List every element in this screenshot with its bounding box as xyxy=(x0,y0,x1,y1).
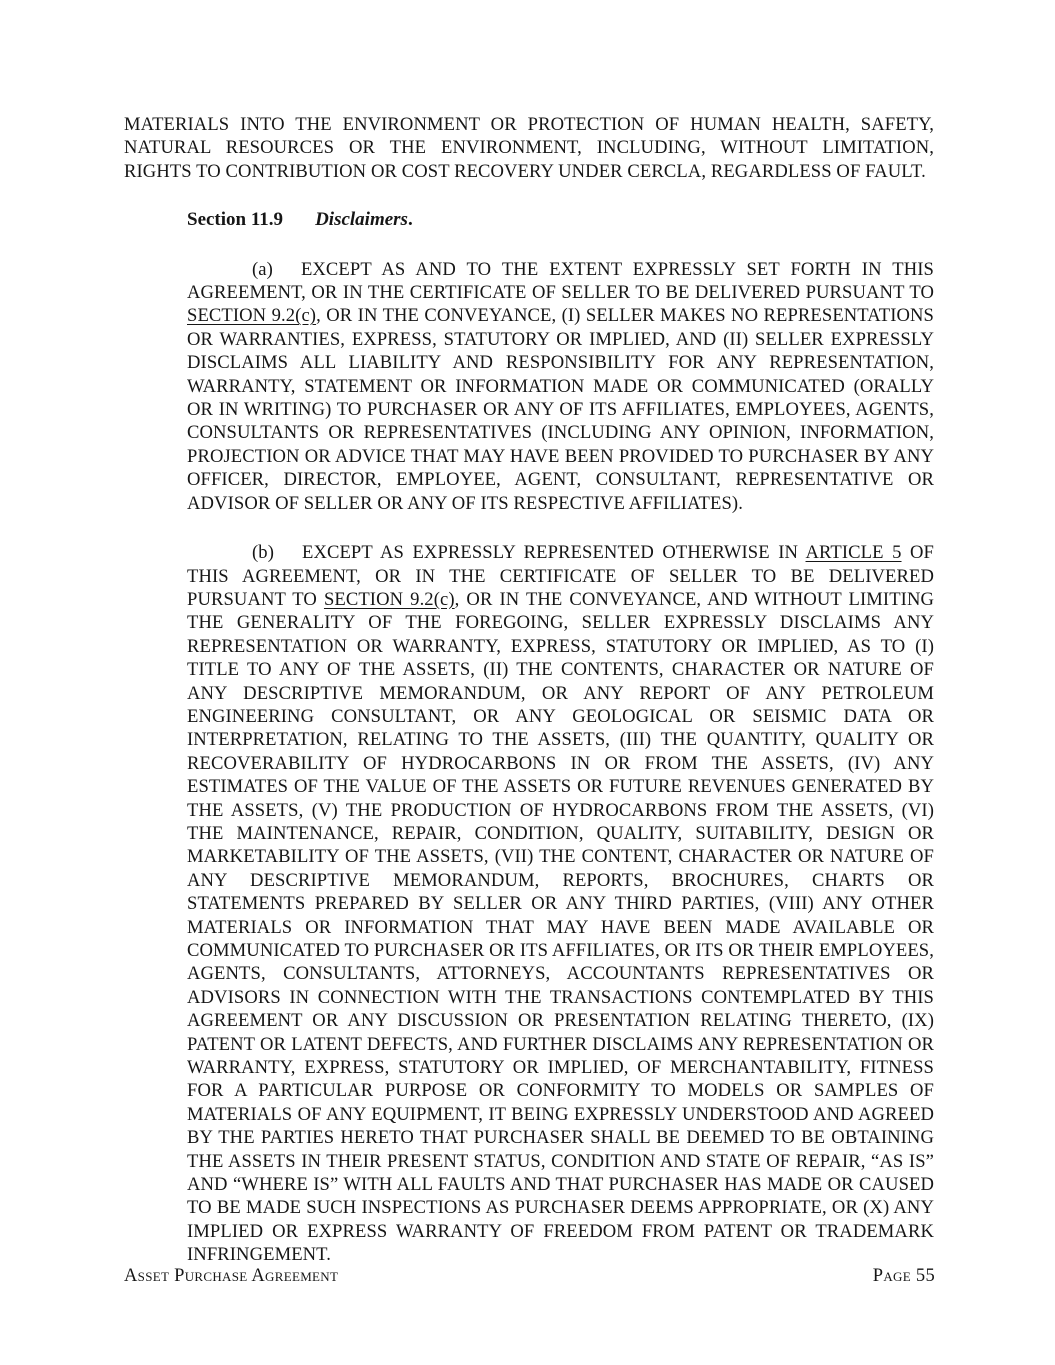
footer-document-title: Asset Purchase Agreement xyxy=(124,1266,339,1286)
paragraph-text: EXCEPT AS EXPRESSLY REPRESENTED OTHERWISE IN xyxy=(301,542,806,564)
paragraph-text: EXCEPT AS AND TO THE EXTENT EXPRESSLY SET FORTH IN THIS AGREEMENT, OR IN THE CERTIFICATE OF SELLER TO BE DELIVERED PURSUANT TO xyxy=(187,258,934,304)
section-number: Section 11.9 xyxy=(187,209,284,231)
paragraph-label: (b) xyxy=(252,542,274,564)
paragraph-text: , OR IN THE CONVEYANCE, (I) SELLER MAKES NO REPRESENTATIONS OR WARRANTIES, EXPRESS, STATUTORY OR IMPLIED, AND (II) SELLER EXPRESSLY DISCLAIMS ALL LIABILITY AND RESPONSIBILITY FOR ANY REPRESENTATION, WARRANTY, STATEMENT OR INFORMATION MADE OR COMMUNICATED (ORALLY OR IN WRITING) TO PURCHASER OR ANY OF ITS AFFILIATES, EMPLOYEES, AGENTS, CONSULTANTS OR REPRESENTATIVES (INCLUDING ANY OPINION, INFORMATION, PROJECTION OR ADVICE THAT MAY HAVE BEEN PROVIDED TO PURCHASER BY ANY OFFICER, DIRECTOR, EMPLOYEE, AGENT, CONSULTANT, REPRESENTATIVE OR ADVISOR OF SELLER OR ANY OF ITS RESPECTIVE AFFILIATES). xyxy=(187,305,934,514)
page-footer xyxy=(124,1266,935,1287)
section-title-period: . xyxy=(407,209,413,231)
section-reference: SECTION 9.2(c) xyxy=(323,588,455,610)
footer-page-number: Page 55 xyxy=(872,1266,935,1286)
section-reference: SECTION 9.2(c) xyxy=(187,305,317,327)
continuation-paragraph: MATERIALS INTO THE ENVIRONMENT OR PROTECTION OF HUMAN HEALTH, SAFETY, NATURAL RESOURCES OR THE ENVIRONMENT, INCLUDING, WITHOUT LIMITATION, RIGHTS TO CONTRIBUTION OR COST RECOVERY UNDER CERCLA, REGARDLESS OF FAULT. xyxy=(124,114,934,182)
paragraph-text: , OR IN THE CONVEYANCE, AND WITHOUT LIMITING THE GENERALITY OF THE FOREGOING, SELLER EXPRESSLY DISCLAIMS ANY REPRESENTATION OR WARRANTY, EXPRESS, STATUTORY OR IMPLIED, AS TO (I) TITLE TO ANY OF THE ASSETS, (II) THE CONTENTS, CHARACTER OR NATURE OF ANY DESCRIPTIVE MEMORANDUM, OR ANY REPORT OF ANY PETROLEUM ENGINEERING CONSULTANT, OR ANY GEOLOGICAL OR SEISMIC DATA OR INTERPRETATION, RELATING TO THE ASSETS, (III) THE QUANTITY, QUALITY OR RECOVERABILITY OF HYDROCARBONS IN OR FROM THE ASSETS, (IV) ANY ESTIMATES OF THE VALUE OF THE ASSETS OR FUTURE REVENUES GENERATED BY THE ASSETS, (V) THE PRODUCTION OF HYDROCARBONS FROM THE ASSETS, (VI) THE MAINTENANCE, REPAIR, CONDITION, QUALITY, SUITABILITY, DESIGN OR MARKETABILITY OF THE ASSETS, (VII) THE CONTENT, CHARACTER OR NATURE OF ANY DESCRIPTIVE MEMORANDUM, REPORTS, BROCHURES, CHARTS OR STATEMENTS PREPARED BY SELLER OR ANY THIRD PARTIES, (VIII) ANY OTHER MATERIALS OR INFORMATION THAT MAY HAVE BEEN MADE AVAILABLE OR COMMUNICATED TO PURCHASER OR ITS AFFILIATES, OR ITS OR THEIR EMPLOYEES, AGENTS, CONSULTANTS, ATTORNEYS, ACCOUNTANTS REPRESENTATIVES OR ADVISORS IN CONNECTION WITH THE TRANSACTIONS CONTEMPLATED BY THIS AGREEMENT OR ANY DISCUSSION OR PRESENTATION RELATING THERETO, (IX) PATENT OR LATENT DEFECTS, AND FURTHER DISCLAIMS ANY REPRESENTATION OR WARRANTY, EXPRESS, STATUTORY OR IMPLIED, OF MERCHANTABILITY, FITNESS FOR A PARTICULAR PURPOSE OR CONFORMITY TO MODELS OR SAMPLES OF MATERIALS OF ANY EQUIPMENT, IT BEING EXPRESSLY UNDERSTOOD AND AGREED BY THE PARTIES HERETO THAT PURCHASER SHALL BE DEEMED TO BE OBTAINING THE ASSETS IN THEIR PRESENT STATUS, CONDITION AND STATE OF REPAIR, “AS IS” AND “WHERE IS” WITH ALL FAULTS AND THAT PURCHASER HAS MADE OR CAUSED TO BE MADE SUCH INSPECTIONS AS PURCHASER DEEMS APPROPRIATE, OR (X) ANY IMPLIED OR EXPRESS WARRANTY OF FREEDOM FROM PATENT OR TRADEMARK INFRINGEMENT. xyxy=(187,588,934,1266)
document-body xyxy=(124,113,934,1267)
paragraph-b xyxy=(187,541,934,1267)
section-title: Disclaimers xyxy=(315,209,408,231)
paragraph-label: (a) xyxy=(252,258,273,280)
paragraph-text: OF THIS AGREEMENT, OR IN THE CERTIFICATE OF SELLER TO BE DELIVERED PURSUANT TO xyxy=(187,542,934,610)
section-heading xyxy=(187,208,934,231)
section-reference: ARTICLE 5 xyxy=(805,542,902,564)
paragraph-a xyxy=(187,258,934,515)
